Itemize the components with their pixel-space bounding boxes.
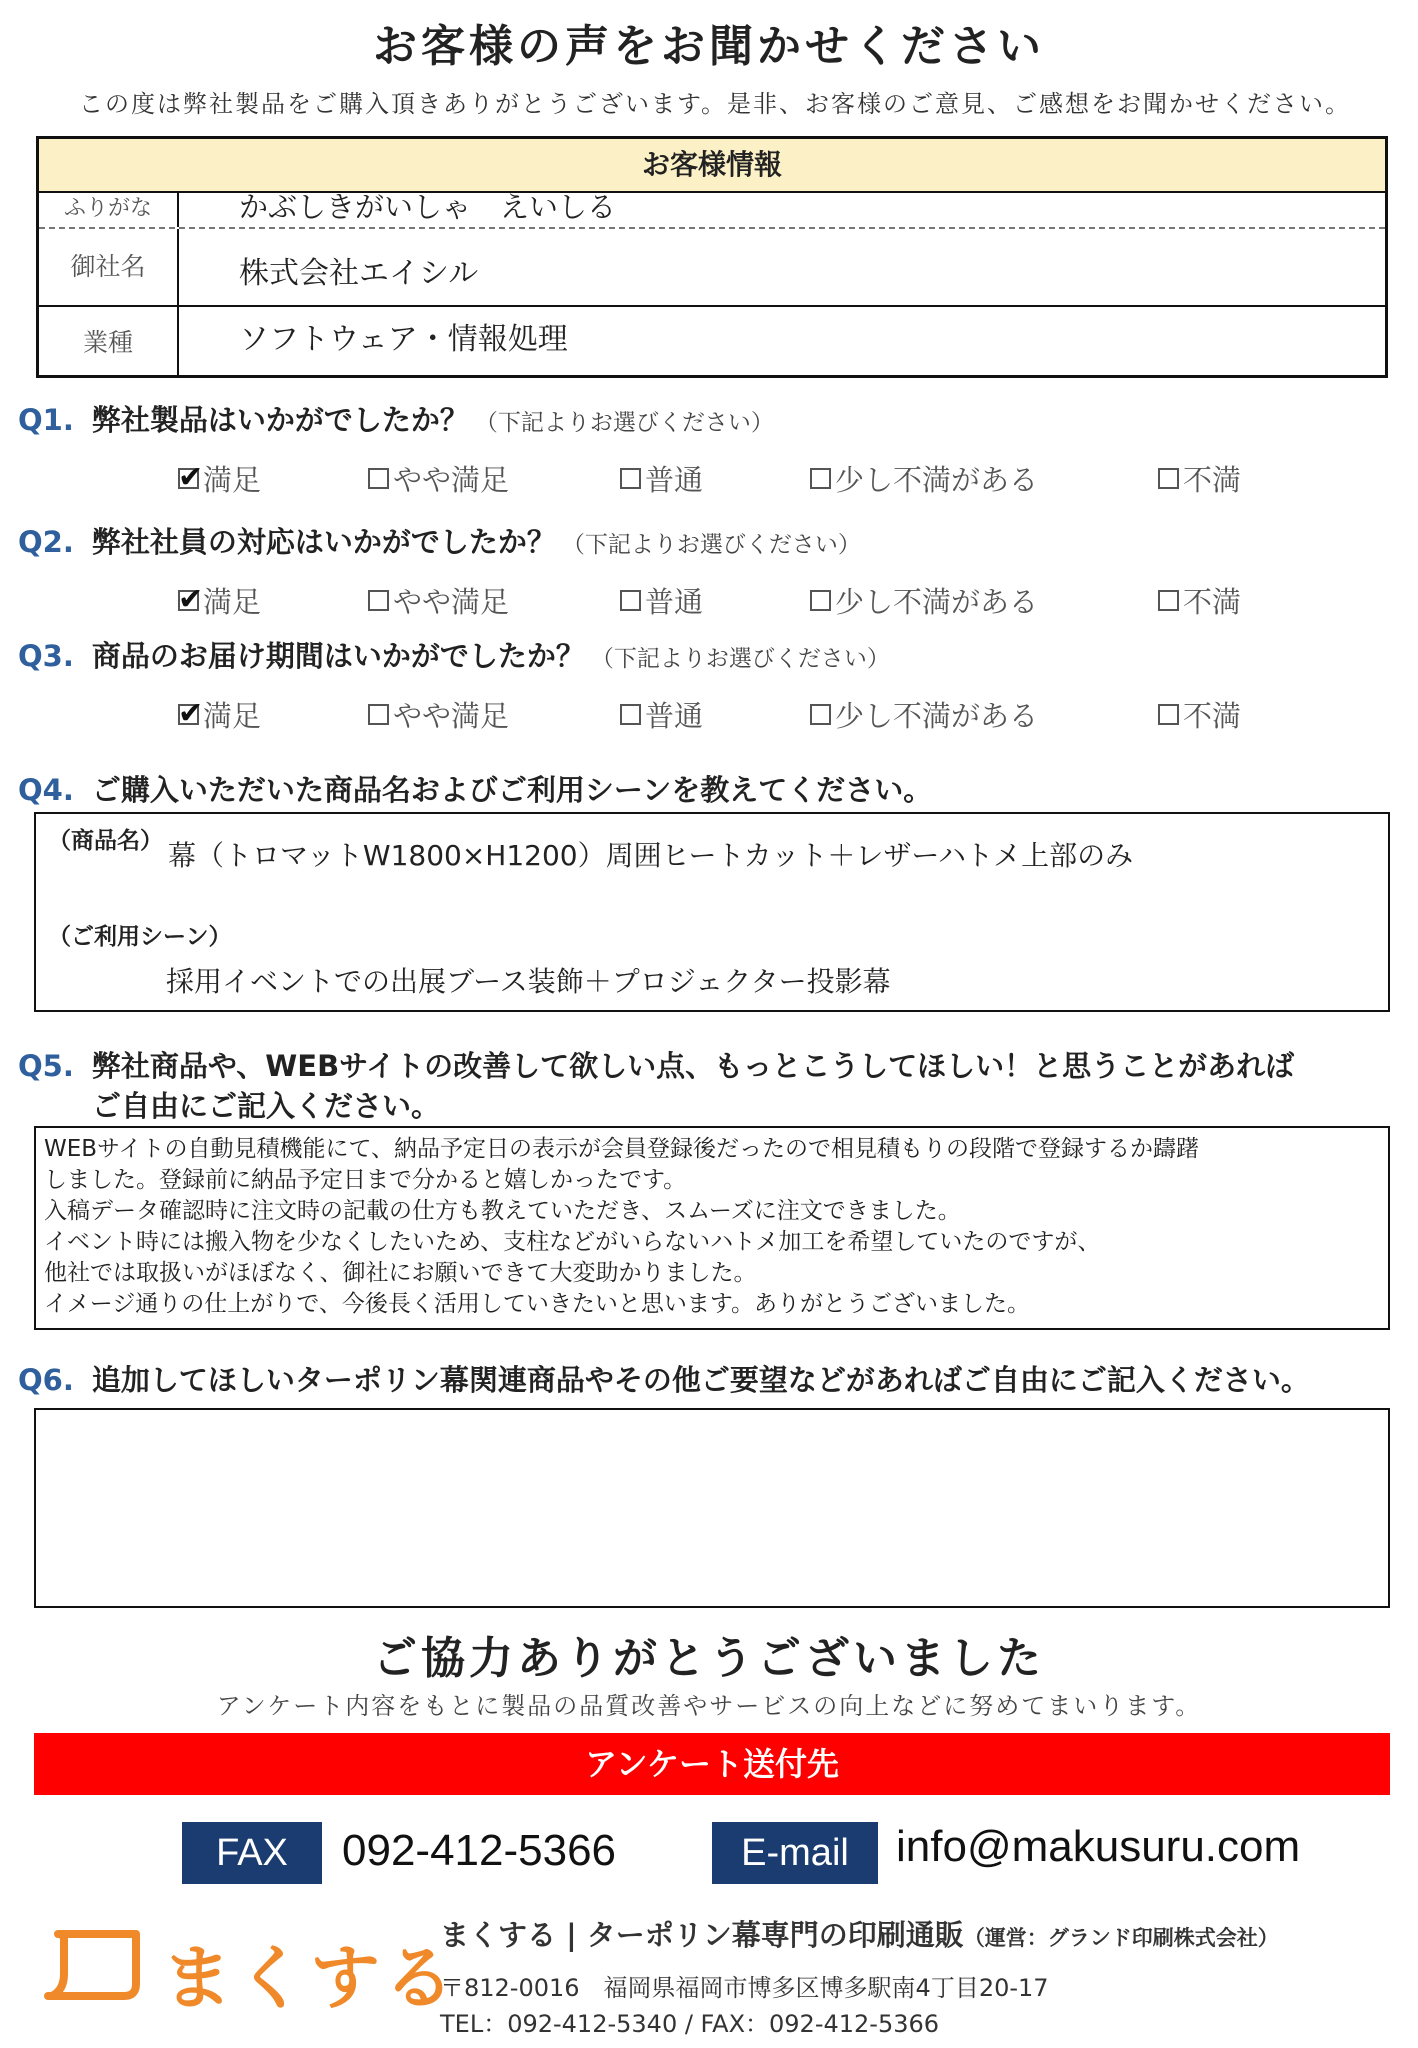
checkbox[interactable] [1158, 468, 1179, 489]
industry-label: 業種 [39, 307, 179, 375]
customer-info-header: お客様情報 [39, 139, 1385, 193]
thanks-heading: ご協力ありがとうございました [373, 1633, 1045, 1684]
q3-number: Q3. [18, 639, 74, 673]
industry-row [39, 307, 1385, 375]
thanks-subtext: アンケート内容をもとに製品の品質改善やサービスの向上などに努めてまいります。 [216, 1692, 1202, 1720]
q1-option-dissatisfied[interactable]: 不満 [1158, 458, 1241, 499]
furigana-label: ふりがな [39, 191, 179, 227]
q5-answer-line: 他社では取扱いがほぼなく、御社にお願いできて大変助かりました。 [44, 1260, 757, 1286]
email-link[interactable]: info@makusuru.com [896, 1822, 1301, 1871]
q4-heading [18, 768, 932, 809]
company-name: まくする | ターポリン幕専門の印刷通販 [440, 1918, 964, 1952]
q3-option-slightly-dissatisfied[interactable]: 少し不満がある [810, 694, 1038, 735]
tel-fax: TEL：092-412-5340 / FAX：092-412-5366 [440, 2010, 940, 2038]
q5-heading [18, 1044, 1294, 1085]
q5-answer-line: イメージ通りの仕上がりで、今後長く活用していきたいと思います。ありがとうございました。 [44, 1291, 1031, 1317]
q5-heading-line2: ご自由にご記入ください。 [92, 1089, 441, 1123]
scene-label: （ご利用シーン） [48, 924, 232, 950]
email-tag: E-mail [712, 1822, 878, 1884]
q6-number: Q6. [18, 1363, 74, 1397]
company-field[interactable]: 株式会社エイシル [239, 256, 479, 291]
q2-option-slightly-dissatisfied[interactable]: 少し不満がある [810, 580, 1038, 621]
q1-text: 弊社製品はいかがでしたか？ [91, 403, 469, 437]
q2-text: 弊社社員の対応はいかがでしたか？ [91, 525, 556, 559]
q1-option-satisfied[interactable]: ✔ 満足 [178, 460, 262, 497]
q1-option-somewhat-satisfied[interactable]: やや満足 [368, 458, 509, 499]
checkbox[interactable] [620, 704, 641, 725]
checkbox[interactable] [178, 582, 204, 617]
q3-note: （下記よりお選びください） [590, 646, 890, 672]
checkbox[interactable] [1158, 590, 1179, 611]
q6-answer-box[interactable] [34, 1408, 1390, 1608]
check-icon: ✔ [178, 696, 204, 731]
logo-text: まくする [162, 1937, 458, 2019]
q1-option-slightly-dissatisfied[interactable]: 少し不満がある [810, 458, 1038, 499]
q5-number: Q5. [18, 1049, 74, 1083]
checkbox[interactable] [178, 460, 204, 495]
check-icon: ✔ [178, 460, 204, 495]
q1-note: （下記よりお選びください） [474, 410, 774, 436]
customer-info-table [36, 136, 1388, 378]
check-icon: ✔ [178, 582, 204, 617]
q5-answer-box[interactable] [34, 1126, 1390, 1330]
q5-answer-line: イベント時には搬入物を少なくしたいため、支柱などがいらないハトメ加工を希望していたのですが、 [44, 1229, 1101, 1255]
send-to-banner: アンケート送付先 [34, 1733, 1390, 1795]
checkbox[interactable] [810, 468, 831, 489]
scene-value: 採用イベントでの出展ブース装飾＋プロジェクター投影幕 [166, 965, 891, 998]
q4-number: Q4. [18, 773, 74, 807]
checkbox[interactable] [368, 704, 389, 725]
checkbox[interactable] [620, 468, 641, 489]
checkbox[interactable] [620, 590, 641, 611]
checkbox[interactable] [1158, 704, 1179, 725]
furigana-row [39, 191, 1385, 229]
q1-heading [18, 398, 774, 439]
q6-text: 追加してほしいターポリン幕関連商品やその他ご要望などがあればご自由にご記入ください。 [91, 1363, 1310, 1397]
furigana-field[interactable]: かぶしきがいしゃ えいしる [239, 190, 617, 224]
q1-option-average[interactable]: 普通 [620, 458, 703, 499]
q5-text-line1: 弊社商品や、WEBサイトの改善して欲しい点、もっとこうしてほしい！と思うことがあれば [91, 1049, 1295, 1083]
q2-note: （下記よりお選びください） [561, 532, 861, 558]
q5-answer-line: 入稿データ確認時に注文時の記載の仕方も教えていただき、スムーズに注文できました。 [44, 1198, 961, 1224]
checkbox[interactable] [810, 704, 831, 725]
q3-text: 商品のお届け期間はいかがでしたか？ [91, 639, 585, 673]
q3-option-somewhat-satisfied[interactable]: やや満足 [368, 694, 509, 735]
q2-option-dissatisfied[interactable]: 不満 [1158, 580, 1241, 621]
q2-option-average[interactable]: 普通 [620, 580, 703, 621]
q2-option-satisfied[interactable]: ✔ 満足 [178, 582, 262, 619]
operator-note: （運営：グランド印刷株式会社） [963, 1926, 1279, 1950]
q3-option-average[interactable]: 普通 [620, 694, 703, 735]
address: 〒812-0016 福岡県福岡市博多区博多駅南4丁目20-17 [440, 1974, 1049, 2002]
q1-number: Q1. [18, 403, 74, 437]
q3-heading [18, 634, 890, 675]
company-row [39, 229, 1385, 307]
page-title: お客様の声をお聞かせください [373, 21, 1045, 72]
checkbox[interactable] [178, 696, 204, 731]
q2-heading [18, 520, 861, 561]
q2-number: Q2. [18, 525, 74, 559]
q4-answer-box[interactable] [34, 812, 1390, 1012]
checkbox[interactable] [368, 468, 389, 489]
q5-answer-line: しました。登録前に納品予定日まで分かると嬉しかったです。 [44, 1167, 687, 1193]
checkbox[interactable] [368, 590, 389, 611]
fax-tag: FAX [182, 1822, 322, 1884]
fax-number: 092-412-5366 [342, 1826, 617, 1875]
q4-text: ご購入いただいた商品名およびご利用シーンを教えてください。 [91, 773, 933, 807]
product-label: （商品名） [48, 828, 163, 854]
q3-option-dissatisfied[interactable]: 不満 [1158, 694, 1241, 735]
page-subtitle: この度は弊社製品をご購入頂きありがとうございます。是非、お客様のご意見、ご感想をお聞かせください。 [78, 90, 1352, 118]
industry-field[interactable]: ソフトウェア・情報処理 [239, 322, 568, 357]
q3-option-satisfied[interactable]: ✔ 満足 [178, 696, 262, 733]
product-value: 幕（トロマットW1800×H1200）周囲ヒートカット＋レザーハトメ上部のみ [168, 839, 1134, 872]
logo-icon [44, 1926, 144, 2004]
q6-heading [18, 1358, 1310, 1399]
company-line [440, 1913, 1279, 1954]
q2-option-somewhat-satisfied[interactable]: やや満足 [368, 580, 509, 621]
checkbox[interactable] [810, 590, 831, 611]
company-label: 御社名 [39, 229, 179, 305]
q5-answer-line: WEBサイトの自動見積機能にて、納品予定日の表示が会員登録後だったので相見積もりの段階で登録するか躊躇 [44, 1136, 1199, 1162]
